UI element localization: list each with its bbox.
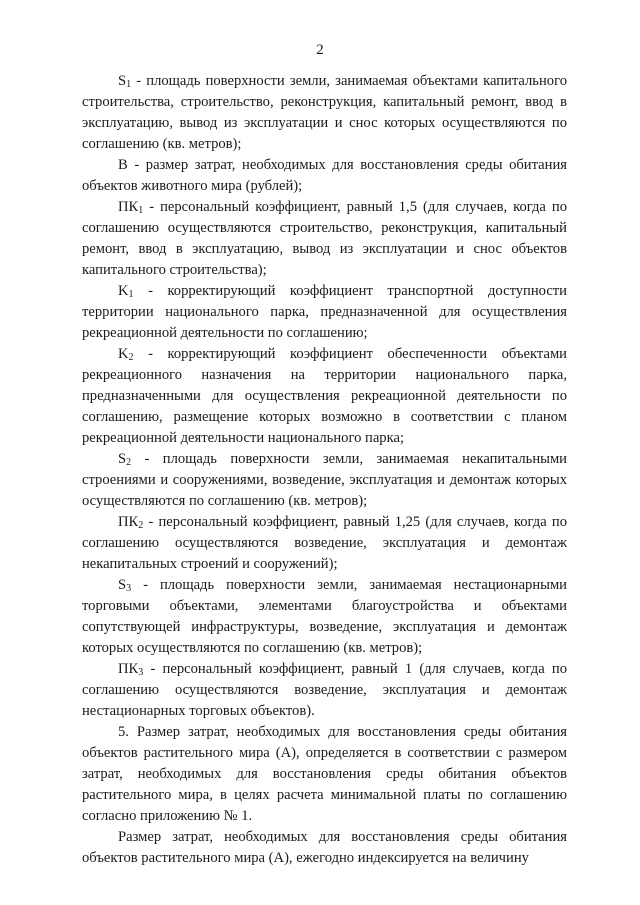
variable-subscript: 2 <box>138 520 144 531</box>
variable-subscript: 1 <box>128 289 134 300</box>
document-body <box>82 71 567 869</box>
variable-symbol: B <box>118 157 128 173</box>
paragraph <box>82 71 567 155</box>
paragraph <box>82 197 567 281</box>
variable-subscript: 1 <box>126 79 132 90</box>
paragraph <box>82 722 567 827</box>
paragraph <box>82 827 567 869</box>
variable-subscript: 1 <box>138 205 144 216</box>
paragraph-text: - персональный коэффициент, равный 1,5 (для случаев, когда по соглашению осуществляются строительство, реконструкция, капитальный ремонт, ввод в эксплуатацию, вывод из эксплуатации и снос объектов капитального строительства); <box>82 199 567 278</box>
paragraph-text: - персональный коэффициент, равный 1 (для случаев, когда по соглашению осуществляются возведение, эксплуатация и демонтаж нестационарных торговых объектов). <box>82 661 567 719</box>
paragraph <box>82 449 567 512</box>
variable-symbol: S <box>118 577 127 593</box>
page-number: 2 <box>316 42 324 58</box>
paragraph <box>82 575 567 659</box>
variable-symbol: S <box>118 73 127 89</box>
paragraph-text: - площадь поверхности земли, занимаемая некапитальными строениями и сооружениями, возведение, эксплуатация и демонтаж которых осуществляются по соглашению (кв. метров); <box>82 451 567 509</box>
variable-subscript: 2 <box>126 457 132 468</box>
paragraph <box>82 155 567 197</box>
variable-symbol: K <box>118 346 129 362</box>
variable-symbol: ПК <box>118 661 139 677</box>
paragraph <box>82 281 567 344</box>
paragraph-text: - площадь поверхности земли, занимаемая нестационарными торговыми объектами, элементами благоустройства и объектами сопутствующей инфраструктуры, возведение, эксплуатация и демонтаж которых осуществляются по соглашению (кв. метров); <box>82 577 567 656</box>
paragraph-text: - размер затрат, необходимых для восстановления среды обитания объектов животного мира (рублей); <box>82 157 567 194</box>
paragraph-text: - персональный коэффициент, равный 1,25 (для случаев, когда по соглашению осуществляются возведение, эксплуатация и демонтаж некапитальных строений и сооружений); <box>82 514 567 572</box>
paragraph <box>82 659 567 722</box>
variable-symbol: S <box>118 451 127 467</box>
paragraph <box>82 512 567 575</box>
variable-subscript: 3 <box>126 583 132 594</box>
paragraph-text: - площадь поверхности земли, занимаемая объектами капитального строительства, строительство, реконструкция, капитальный ремонт, ввод в эксплуатацию, вывод из эксплуатации и снос которых осуществляются по соглашению (кв. метров); <box>82 73 567 152</box>
paragraph <box>82 344 567 449</box>
variable-subscript: 2 <box>128 352 134 363</box>
variable-symbol: ПК <box>118 514 139 530</box>
paragraph-text: Размер затрат, необходимых для восстановления среды обитания объектов растительного мира (А), ежегодно индексируется на величину <box>82 829 567 866</box>
variable-symbol: K <box>118 283 129 299</box>
paragraph-text: - корректирующий коэффициент транспортной доступности территории национального парка, предназначенной для осуществления рекреационной деятельности по соглашению; <box>82 283 567 341</box>
variable-subscript: 3 <box>138 667 144 678</box>
paragraph-text: 5. Размер затрат, необходимых для восстановления среды обитания объектов растительного мира (А), определяется в соответствии с размером затрат, необходимых для восстановления среды обитания объектов растительного мира, в целях расчета минимальной платы по соглашению согласно приложению № 1. <box>82 724 567 824</box>
variable-symbol: ПК <box>118 199 139 215</box>
paragraph-text: - корректирующий коэффициент обеспеченности объектами рекреационного назначения на территории национального парка, предназначенными для осуществления рекреационной деятельности по соглашению, размещение которых возможно в соответствии с планом рекреационной деятельности национального парка; <box>82 346 567 446</box>
